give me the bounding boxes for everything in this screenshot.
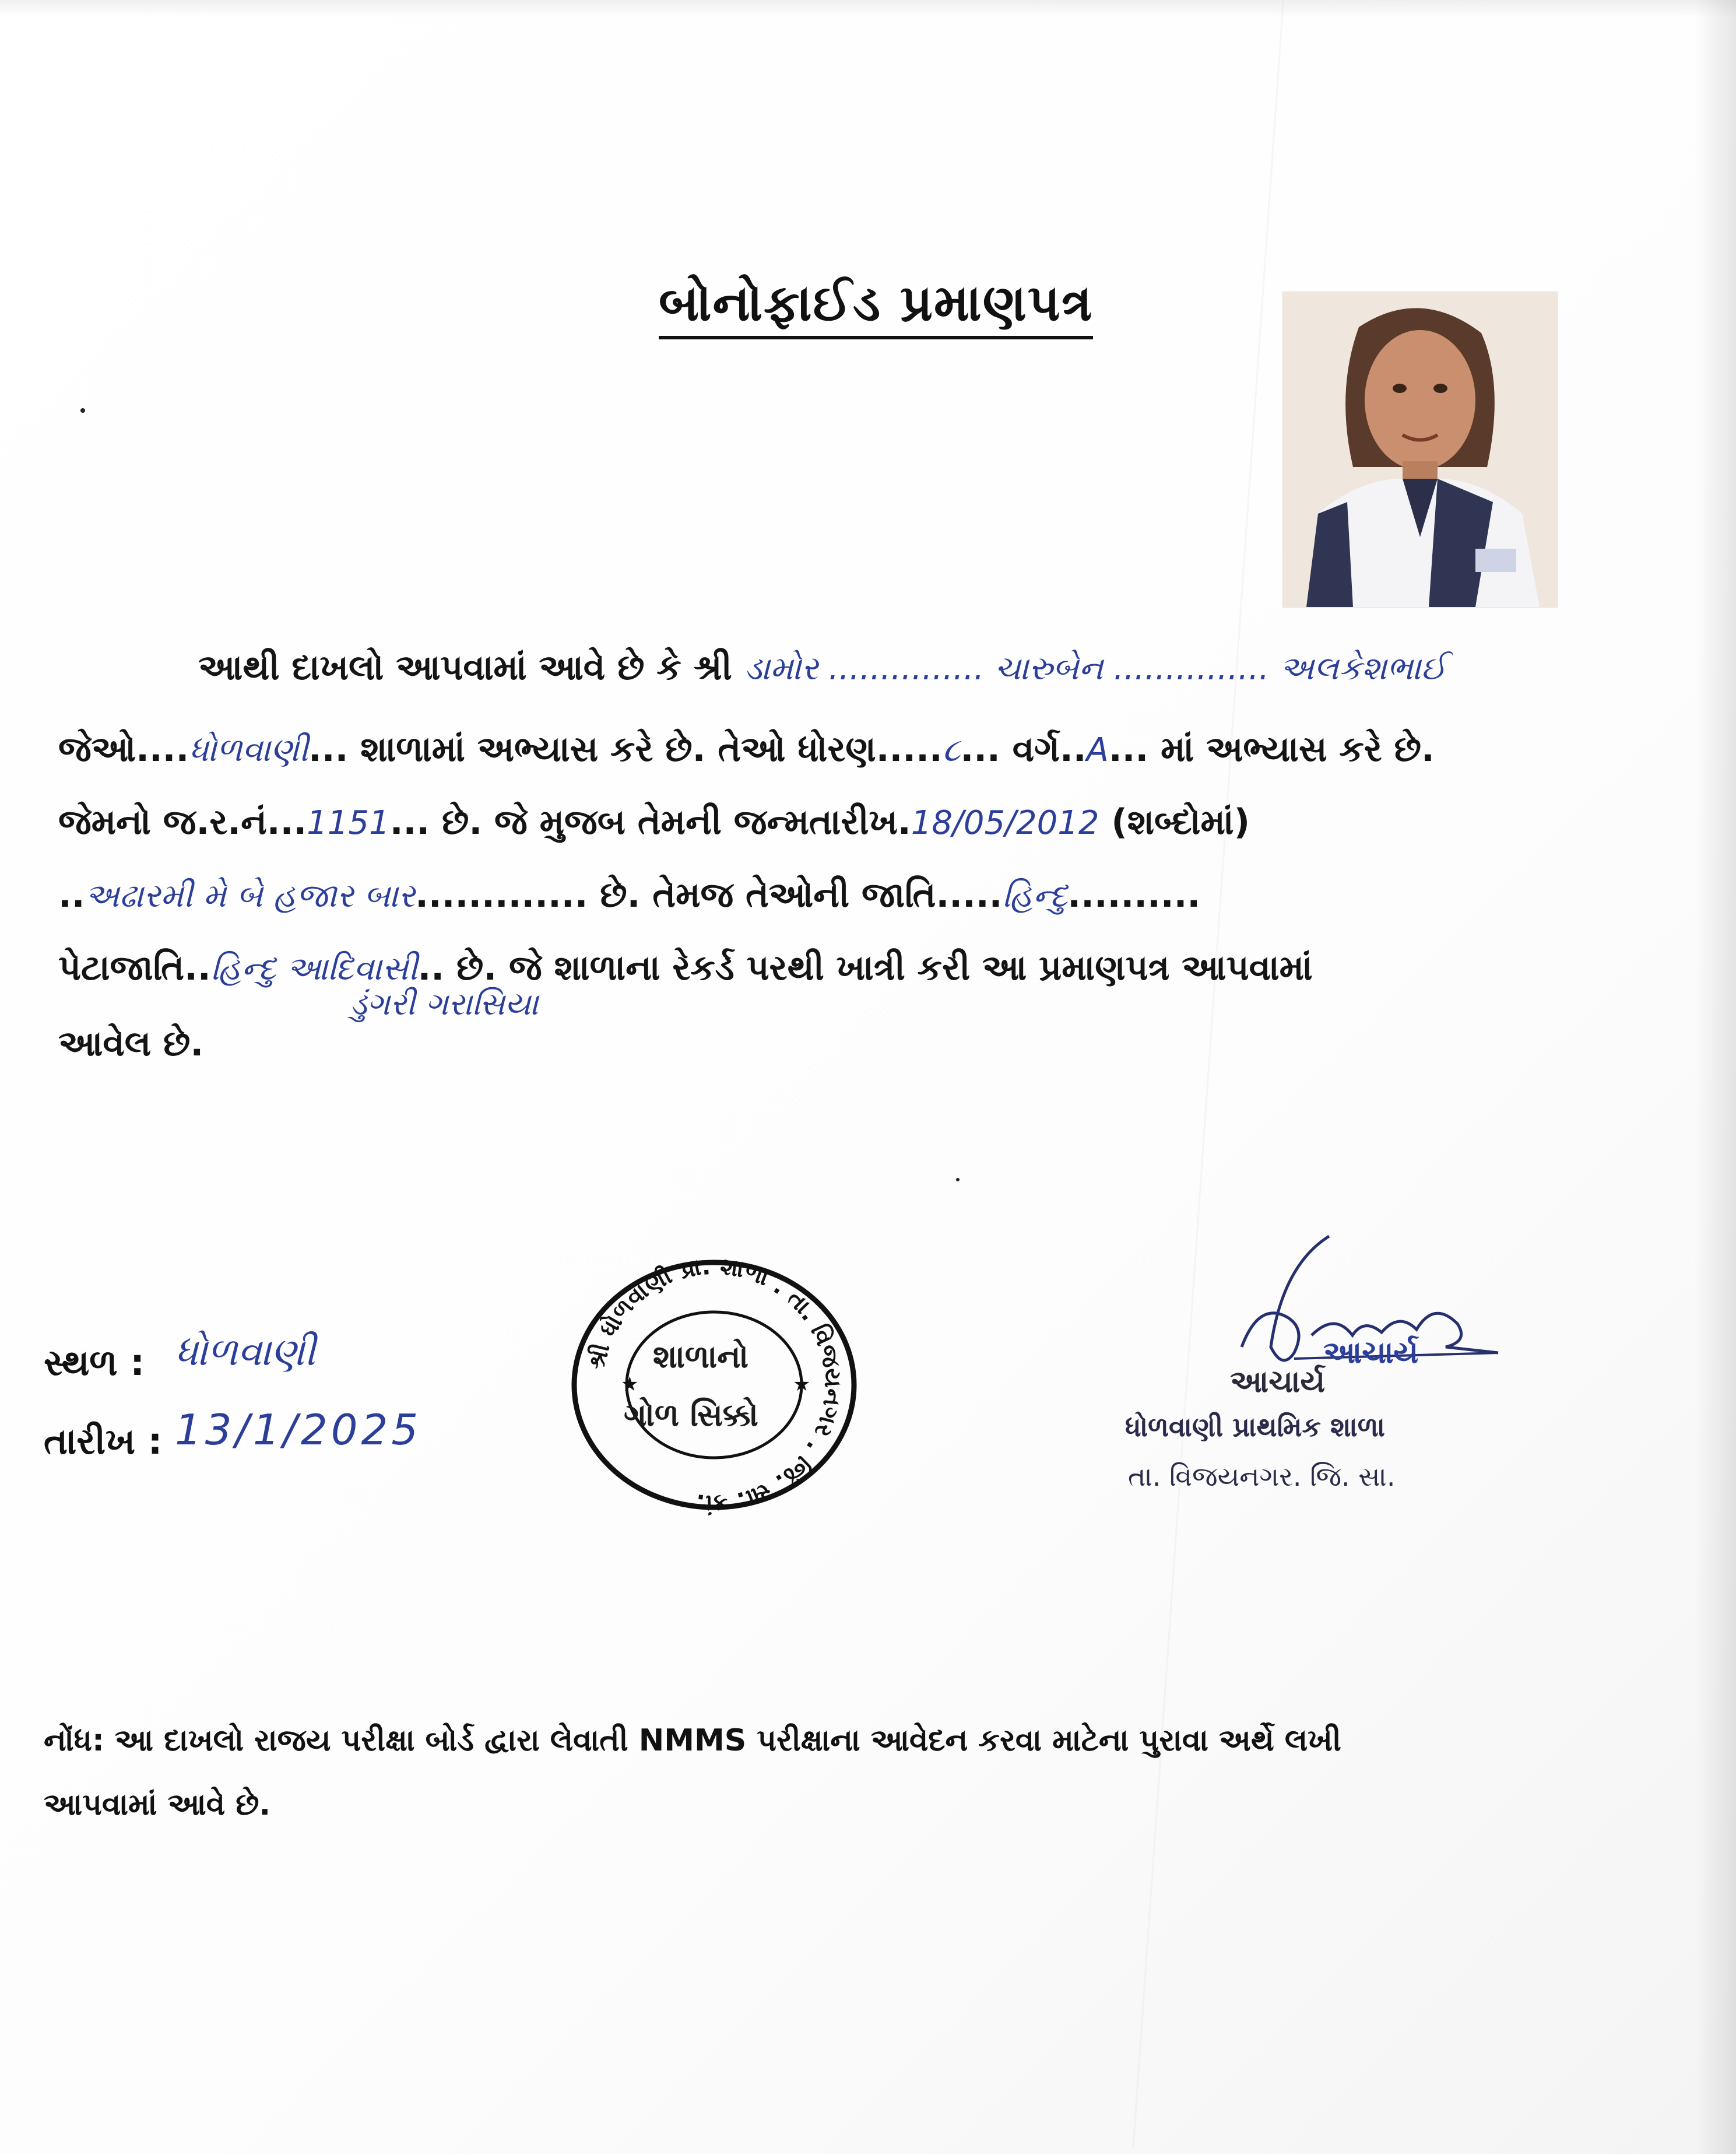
footnote-line-2: આપવામાં આવે છે.: [44, 1787, 271, 1822]
line3-mid: છે. જે મુજબ તેમની જન્મતારીખ: [441, 802, 898, 843]
certificate-line-5: પેટાજાતિ..હિન્દુ આદિવાસી.. છે. જે શાળાના રેકર્ડ પરથી ખાત્રી કરી આ પ્રમાણપત્ર આપવામાં: [58, 948, 1313, 988]
class-label: વર્ગ: [1012, 729, 1060, 770]
svg-text:★: ★: [793, 1373, 811, 1396]
place-value: ધોળવાણી: [175, 1329, 316, 1374]
student-name-field: ડામોર ............... ચારુબેન ............... અલકેશભાઈ: [744, 650, 1446, 687]
footnote-line-1: નોંધ: આ દાખલો રાજય પરીક્ષા બોર્ડ દ્વારા લેવાતી NMMS પરીક્ષાના આવેદન કરવા માટેના પુરાવા અર્થે લખી: [44, 1723, 1341, 1758]
line1-prefix: આથી દાખલો આપવામાં આવે છે કે શ્રી: [198, 647, 732, 688]
line3-suffix: (શબ્દોમાં): [1111, 802, 1250, 843]
school-name-field: ધોળવાણી: [189, 731, 309, 769]
date-value: 13/1/2025: [175, 1405, 422, 1454]
date-label: તારીખ :: [44, 1420, 163, 1462]
line4-mid: છે. તેમજ તેઓની જાતિ: [600, 875, 936, 915]
certificate-line-1: [198, 647, 1736, 688]
gr-number-field: 1151: [307, 804, 390, 842]
taluka-stamp: તા. વિજયનગર. જિ. સા.: [1128, 1461, 1396, 1492]
division-field: A: [1086, 731, 1109, 769]
certificate-line-2: જેઓ....ધોળવાણી... શાળામાં અભ્યાસ કરે છે. તેઓ ધોરણ.....૮... વર્ગ..A... માં અભ્યાસ કરે છે.: [58, 729, 1435, 770]
paper-right-shadow: [1695, 0, 1736, 2154]
principal-title: આચાર્ય: [1230, 1364, 1326, 1399]
line2-mid: શાળામાં અભ્યાસ કરે છે. તેઓ ધોરણ: [360, 729, 876, 770]
student-photo-image: [1283, 292, 1557, 607]
school-seal: [557, 1254, 871, 1516]
page-title: બોનોફાઈડ પ્રમાણપત્ર: [659, 274, 1093, 339]
signature-handwritten-title: આચાર્ય: [1323, 1335, 1419, 1370]
seal-ring-text: શ્રી ધોળવાણી પ્રા. શાળા . તા. વિજયનગર . જિ. સા. કાં.: [583, 1254, 846, 1516]
seal-graphic: [557, 1254, 871, 1516]
place-label: સ્થળ :: [44, 1341, 145, 1384]
student-photo: [1282, 292, 1558, 608]
dob-words-field: અઢારમી મે બે હજાર બાર: [85, 877, 416, 915]
dob-field: 18/05/2012: [911, 804, 1099, 842]
footnote: [44, 1709, 1559, 1837]
standard-field: ૮: [942, 731, 961, 769]
certificate-line-6: આવેલ છે.: [58, 1023, 204, 1064]
ink-speck: [80, 408, 85, 413]
school-name-stamp: ધોળવાણી પ્રાથમિક શાળા: [1125, 1411, 1385, 1443]
principal-signature: [1224, 1230, 1504, 1382]
line5-prefix: પેટાજાતિ: [58, 948, 185, 988]
line5-suffix: છે. જે શાળાના રેકર્ડ પરથી ખાત્રી કરી આ પ્રમાણપત્ર આપવામાં: [456, 948, 1313, 988]
line3-prefix: જેમનો જ.ર.નં.: [58, 802, 280, 843]
seal-center-top: શાળાનો: [653, 1338, 748, 1375]
caste-field: હિન્દુ: [1002, 877, 1068, 915]
ink-speck: [956, 1178, 960, 1181]
certificate-line-4: ..અઢારમી મે બે હજાર બાર............. છે. તેમજ તેઓની જાતિ.....હિન્દુ..........: [58, 875, 1201, 915]
seal-center-bottom: ગોળ સિક્કો: [624, 1397, 758, 1433]
paper-top-shadow: [0, 0, 1736, 17]
line2-prefix: જેઓ: [58, 729, 136, 770]
subcaste-extra-handwritten: ડુંગરી ગરાસિયા: [350, 985, 539, 1022]
svg-text:★: ★: [621, 1373, 639, 1396]
line2-suffix: માં અભ્યાસ કરે છે.: [1161, 729, 1435, 770]
subcaste-field: હિન્દુ આદિવાસી: [210, 950, 418, 988]
certificate-line-3: જેમનો જ.ર.નં...1151... છે. જે મુજબ તેમની જન્મતારીખ.18/05/2012 (શબ્દોમાં): [58, 802, 1250, 843]
